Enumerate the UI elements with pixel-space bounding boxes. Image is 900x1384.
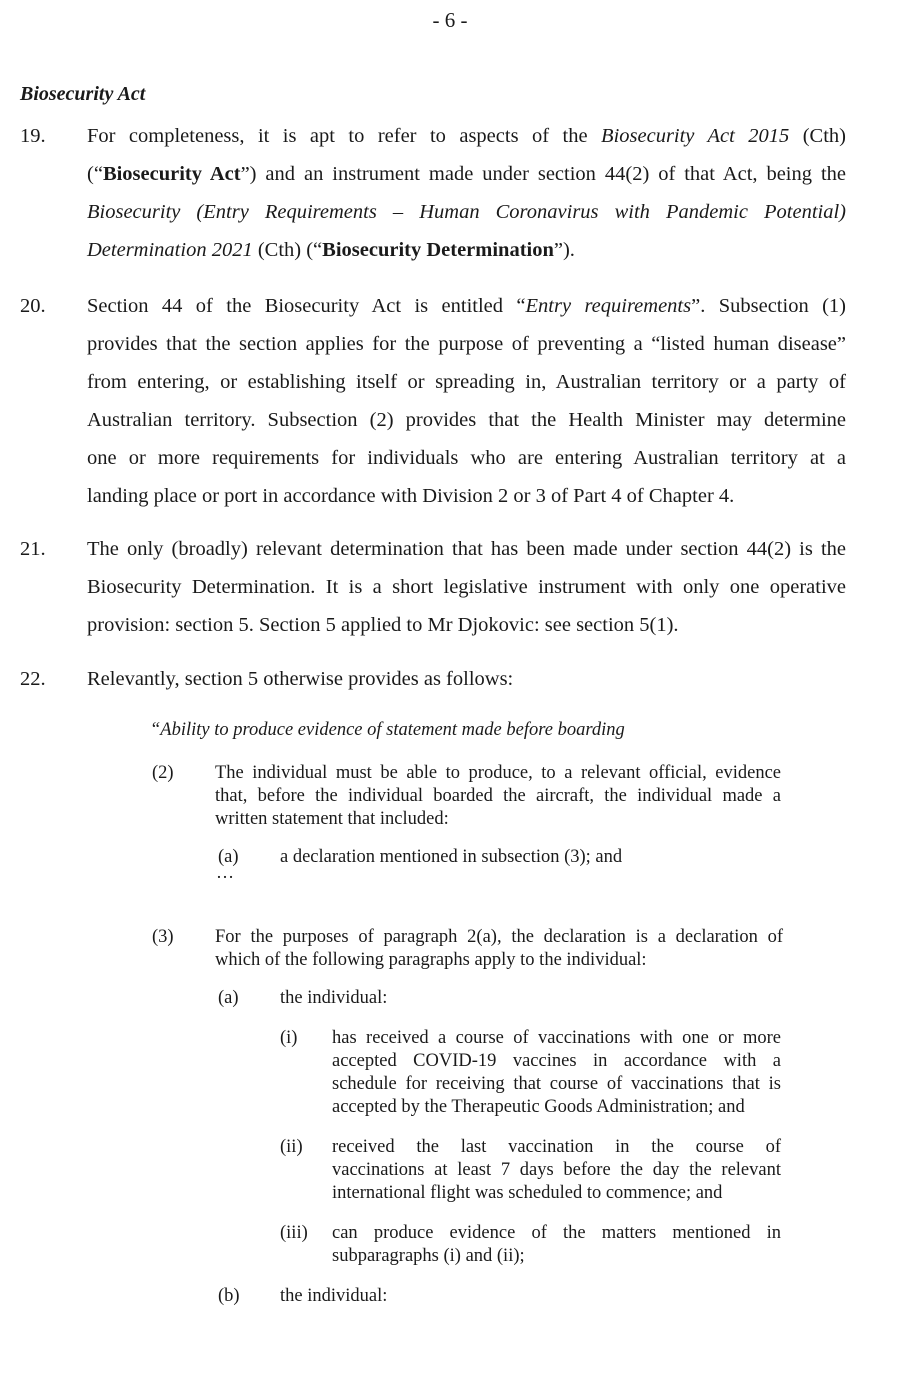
text-line: schedule for receiving that course of vaccinations that is — [332, 1074, 781, 1094]
text-line: vaccinations at least 7 days before the day the relevant — [332, 1160, 781, 1180]
paragraph-number: 21. — [20, 538, 46, 560]
subparagraph-text — [332, 1222, 781, 1268]
subparagraph-label: (ii) — [280, 1137, 303, 1157]
text-line: (“Biosecurity Act”) and an instrument made under section 44(2) of that Act, being the — [87, 163, 846, 185]
text-line: that, before the individual boarded the aircraft, the individual made a — [215, 786, 781, 806]
paragraph-number: 22. — [20, 668, 46, 690]
text-line: one or more requirements for individuals who are entering Australian territory at a — [87, 447, 846, 469]
text-line: received the last vaccination in the course of — [332, 1137, 781, 1157]
subsection-label: (2) — [152, 763, 174, 783]
paragraph-text: a declaration mentioned in subsection (3); and — [280, 847, 623, 867]
text-line: has received a course of vaccinations with one or more — [332, 1028, 781, 1048]
subparagraph-text — [332, 1136, 781, 1205]
text-line: can produce evidence of the matters mentioned in — [332, 1223, 781, 1243]
subsection-text — [215, 926, 783, 972]
paragraph-body — [87, 117, 846, 269]
text-line: landing place or port in accordance with Division 2 or 3 of Part 4 of Chapter 4. — [87, 485, 735, 507]
paragraph-19 — [20, 117, 846, 269]
paragraph-number: 20. — [20, 295, 46, 317]
text-line: For the purposes of paragraph 2(a), the declaration is a declaration of — [215, 927, 783, 947]
subparagraph-label: (iii) — [280, 1223, 308, 1243]
paragraph-label: (a) — [218, 988, 239, 1008]
paragraph-20 — [20, 287, 846, 515]
text-line: accepted by the Therapeutic Goods Administration; and — [332, 1097, 745, 1117]
text-line: Section 44 of the Biosecurity Act is entitled “Entry requirements”. Subsection (1) — [87, 295, 846, 317]
subparagraph-text — [332, 1027, 781, 1119]
text-line: provides that the section applies for the purpose of preventing a “listed human disease” — [87, 333, 846, 355]
paragraph-body — [87, 287, 846, 515]
text-line: Determination 2021 (Cth) (“Biosecurity Determination”). — [87, 239, 575, 261]
paragraph-body — [87, 660, 846, 698]
subsection-label: (3) — [152, 927, 174, 947]
subparagraph-label: (i) — [280, 1028, 298, 1048]
text-line: The individual must be able to produce, to a relevant official, evidence — [215, 763, 781, 783]
omission-ellipsis: … — [216, 862, 235, 882]
text-line: from entering, or establishing itself or spreading in, Australian territory or a party of — [87, 371, 846, 393]
paragraph-22 — [20, 660, 846, 698]
text-line: subparagraphs (i) and (ii); — [332, 1246, 525, 1266]
paragraph-label: (b) — [218, 1286, 240, 1306]
text-line: Biosecurity Determination. It is a short legislative instrument with only one operative — [87, 576, 846, 598]
text-line: Relevantly, section 5 otherwise provides as follows: — [87, 668, 514, 690]
page-number: - 6 - — [432, 8, 468, 32]
paragraph-label: (a) — [218, 847, 239, 867]
text-line: provision: section 5. Section 5 applied to Mr Djokovic: see section 5(1). — [87, 614, 679, 636]
text-line: The only (broadly) relevant determination that has been made under section 44(2) is the — [87, 538, 846, 560]
paragraph-body — [87, 530, 846, 644]
paragraph-21 — [20, 530, 846, 644]
text-line: written statement that included: — [215, 809, 449, 829]
quote-title: “Ability to produce evidence of statement made before boarding — [150, 720, 625, 740]
text-line: international flight was scheduled to commence; and — [332, 1183, 723, 1203]
text-line: Biosecurity (Entry Requirements – Human Coronavirus with Pandemic Potential) — [87, 201, 846, 223]
text-line: which of the following paragraphs apply to the individual: — [215, 950, 647, 970]
text-line: accepted COVID-19 vaccines in accordance with a — [332, 1051, 781, 1071]
section-heading: Biosecurity Act — [20, 83, 146, 105]
text-line: Australian territory. Subsection (2) provides that the Health Minister may determine — [87, 409, 846, 431]
subsection-text — [215, 762, 781, 831]
text-line: For completeness, it is apt to refer to aspects of the Biosecurity Act 2015 (Cth) — [87, 125, 846, 147]
paragraph-number: 19. — [20, 125, 46, 147]
paragraph-text: the individual: — [280, 988, 388, 1008]
paragraph-text: the individual: — [280, 1286, 388, 1306]
